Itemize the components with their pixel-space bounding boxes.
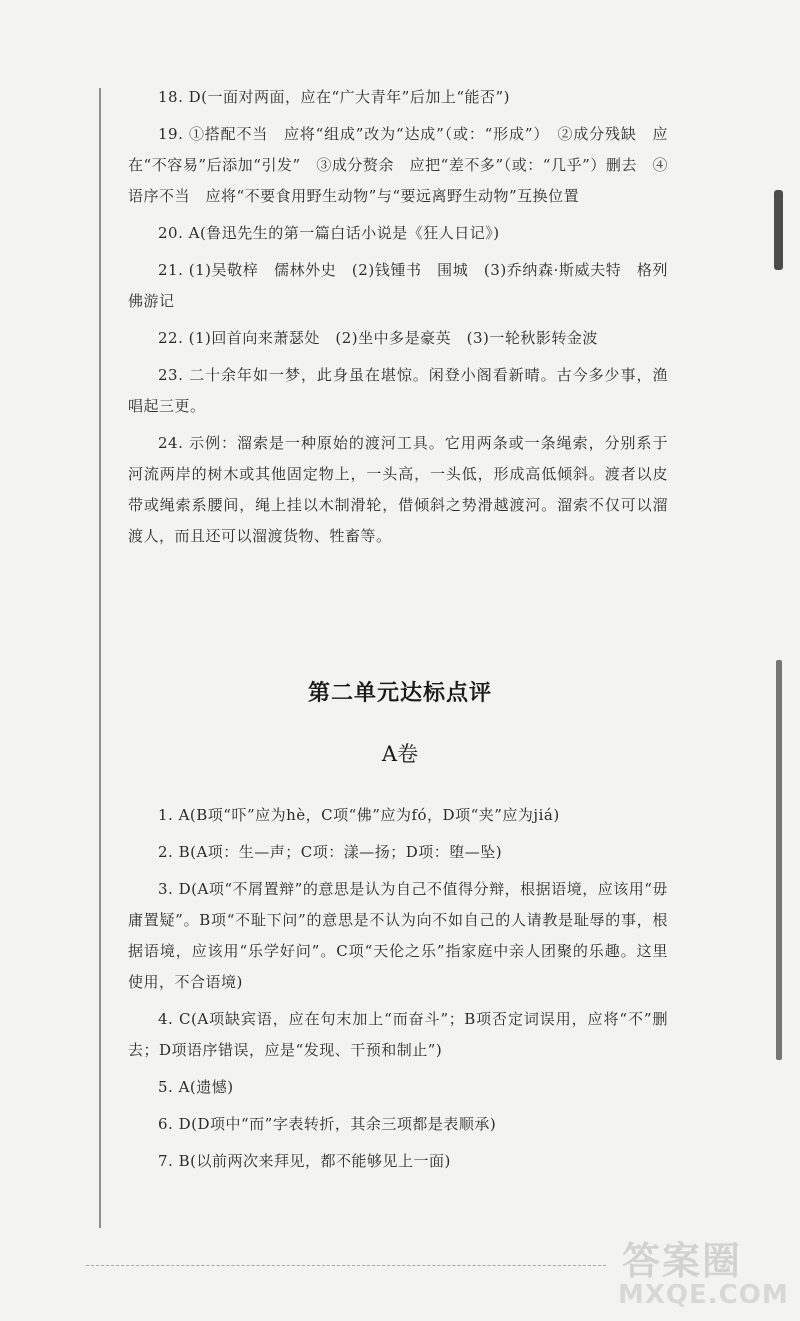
answer-item: 22. (1)回首向来萧瑟处 (2)坐中多是豪英 (3)一轮秋影转金波: [158, 329, 598, 347]
unit-title: 第二单元达标点评: [307, 681, 492, 706]
answer-item: 5. A(遗憾): [158, 1078, 234, 1096]
answer-item: 4. C(A项缺宾语，应在句末加上“而奋斗”；B项否定词误用，应将“不”删去；D项语序错误，应是“发现、干预和制止”): [128, 1010, 668, 1059]
answers-section-1: [128, 82, 668, 552]
answer-item: 20. A(鲁迅先生的第一篇白话小说是《狂人日记》): [158, 224, 500, 242]
answer-item: 3. D(A项“不屑置辩”的意思是认为自己不值得分辩，根据语境，应该用“毋庸置疑”。B项“不耻下问”的意思是不认为向不如自己的人请教是耻辱的事，根据语境，应该用“乐学好问”。C项“天伦之乐”指家庭中亲人团聚的乐趣。这里使用，不合语境): [128, 880, 668, 991]
answer-item: 23. 二十余年如一梦，此身虽在堪惊。闲登小阁看新晴。古今多少事，渔唱起三更。: [128, 366, 668, 415]
watermark-url: MXQE.COM: [618, 1280, 789, 1310]
left-margin-rule: [99, 88, 101, 1228]
volume-title: A卷: [381, 742, 419, 766]
answers-section-2: [128, 800, 668, 1177]
answer-item: 1. A(B项“吓”应为hè，C项“佛”应为fó，D项“夹”应为jiá): [158, 806, 560, 824]
answer-item: 7. B(以前两次来拜见，都不能够见上一面): [158, 1152, 451, 1170]
scan-edge-mark: [774, 190, 783, 270]
answer-item: 19. ①搭配不当 应将“组成”改为“达成”（或：“形成”） ②成分残缺 应在“不容易”后添加“引发” ③成分赘余 应把“差不多”（或：“几乎”）删去 ④语序不当 应将“不要食用野生动物”与“要远离野生动物”互换位置: [128, 125, 668, 205]
scan-edge-mark: [776, 660, 782, 1060]
answer-item: 21. (1)吴敬梓 儒林外史 (2)钱锺书 围城 (3)乔纳森·斯威夫特 格列佛游记: [128, 261, 668, 310]
bottom-divider: [86, 1265, 606, 1266]
answer-item: 6. D(D项中“而”字表转折，其余三项都是表顺承): [158, 1115, 497, 1133]
watermark-text: 答案圈: [622, 1239, 743, 1283]
answer-item: 24. 示例：溜索是一种原始的渡河工具。它用两条或一条绳索，分别系于河流两岸的树木或其他固定物上，一头高，一头低，形成高低倾斜。渡者以皮带或绳索系腰间，绳上挂以木制滑轮，借倾斜之势滑越渡河。溜索不仅可以溜渡人，而且还可以溜渡货物、牲畜等。: [128, 434, 668, 545]
answer-item: 18. D(一面对两面，应在“广大青年”后加上“能否”): [158, 88, 511, 106]
answer-item: 2. B(A项：生—声；C项：漾—扬；D项：堕—坠): [158, 843, 503, 861]
watermark-logo: [612, 1228, 789, 1314]
